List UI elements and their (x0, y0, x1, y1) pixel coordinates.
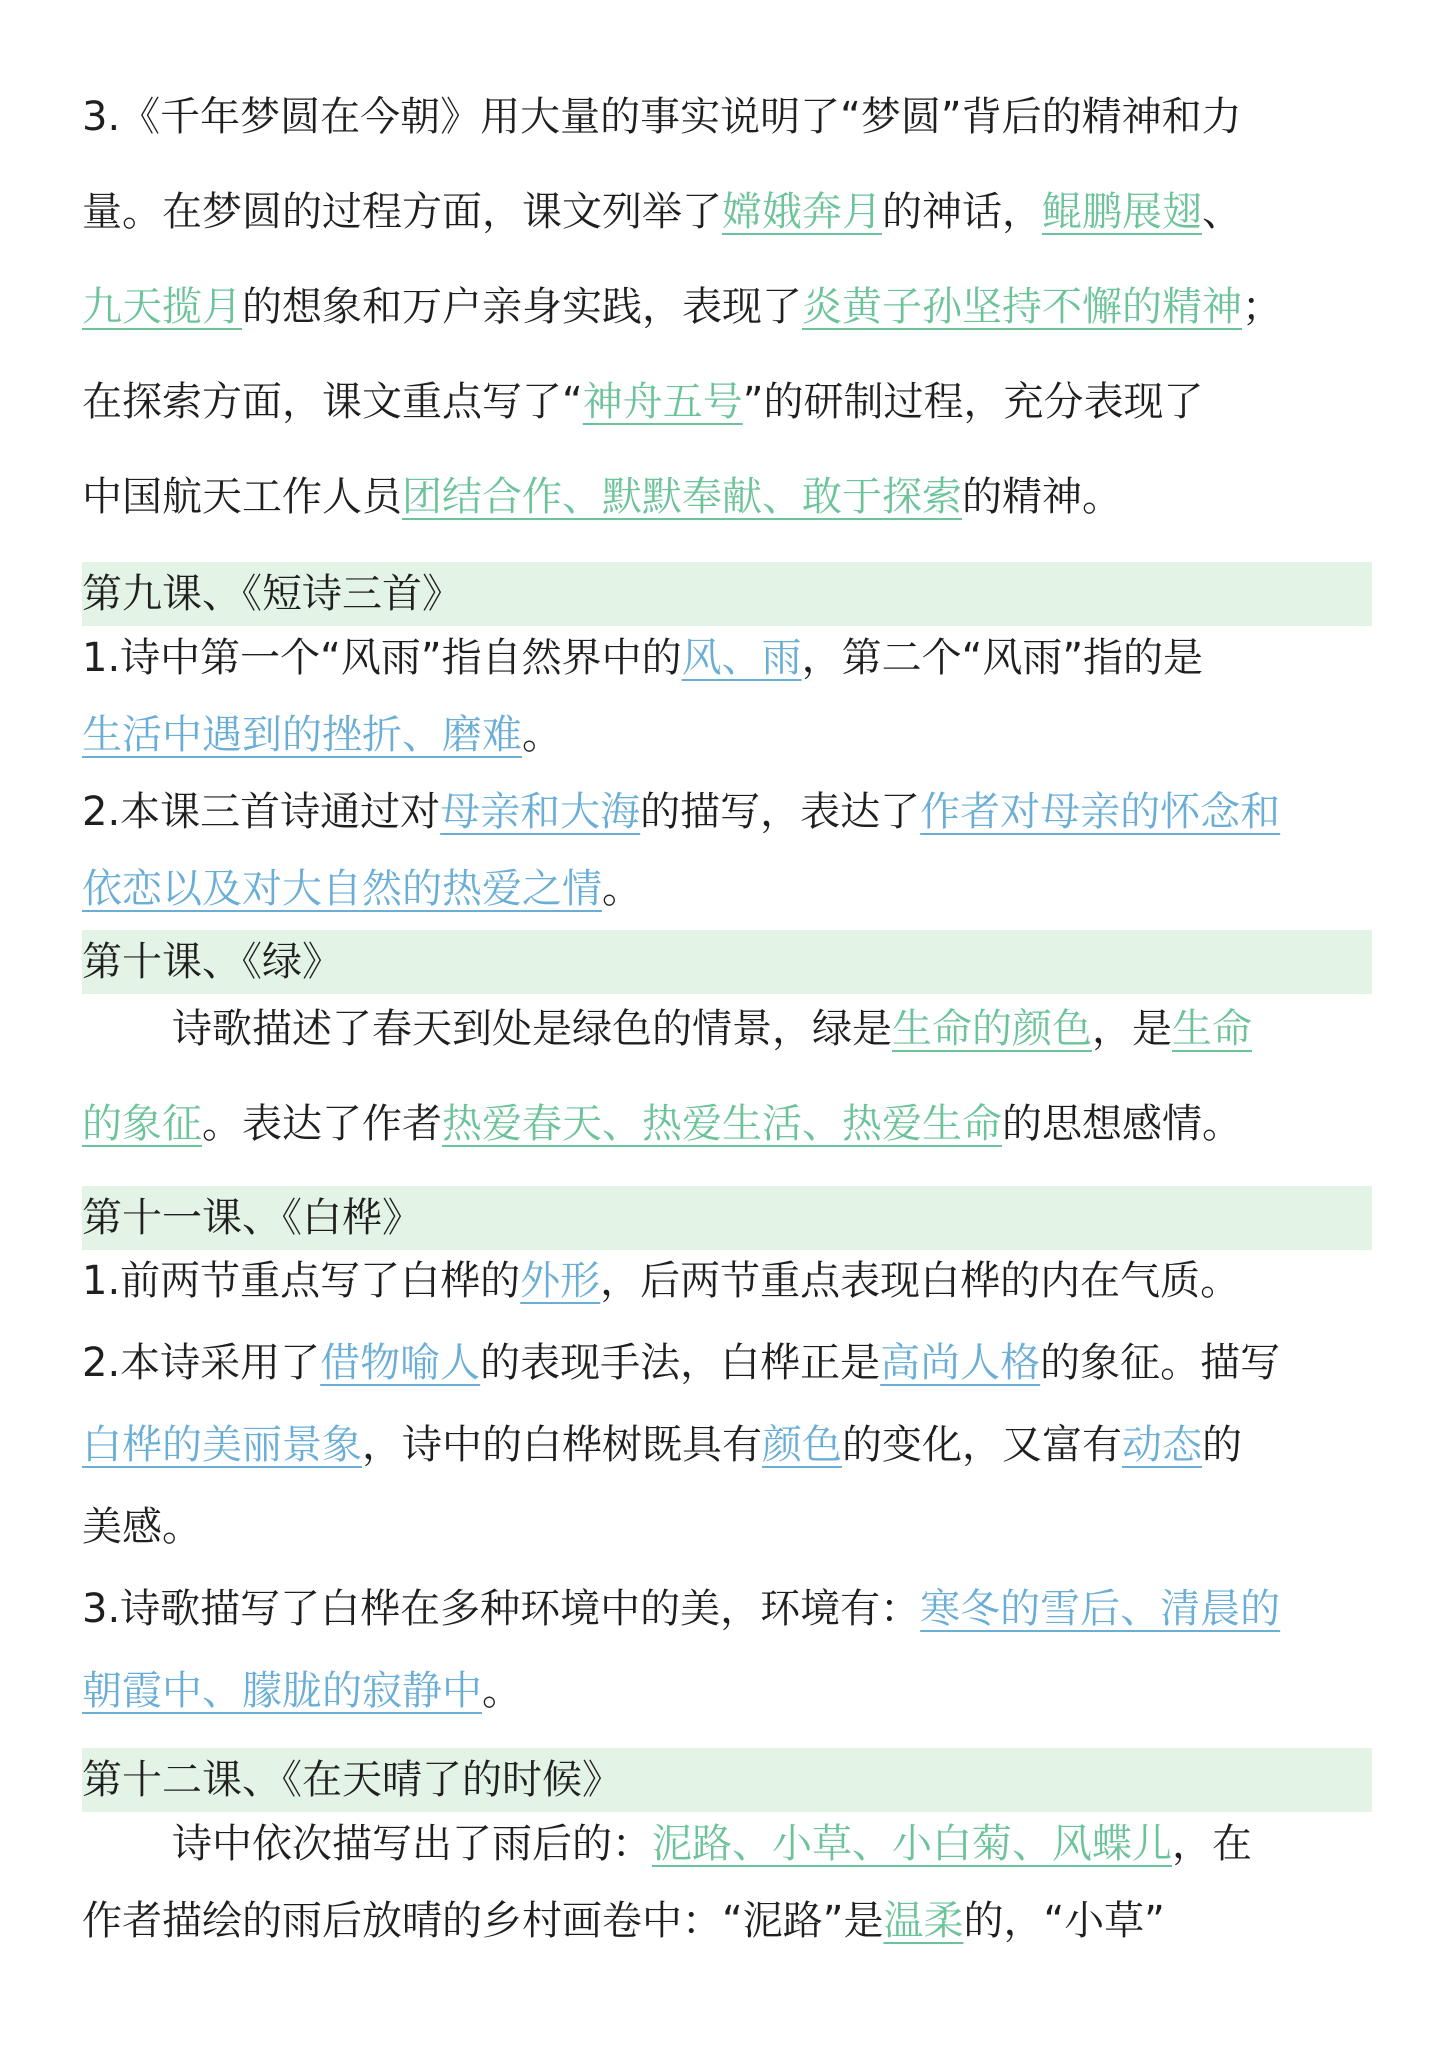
text: ，后两节重点表现白桦的内在气质。 (600, 1258, 1241, 1304)
answer-text: 白桦的美丽景象 (82, 1422, 362, 1468)
lesson-11-line-4 (82, 1486, 1372, 1568)
answer-text: 借物喻人 (320, 1340, 481, 1386)
lesson-11-line-6 (82, 1650, 1372, 1732)
answer-text: 生命的颜色 (892, 1006, 1092, 1052)
lesson-10-heading: 第十课、《绿》 (82, 930, 1372, 994)
lesson-9-body (82, 620, 1372, 928)
text: ； (1242, 284, 1282, 330)
answer-text: 九天揽月 (82, 284, 242, 330)
text: 。 (482, 1668, 522, 1714)
lesson-12-line-2 (82, 1883, 1372, 1960)
answer-text: 嫦娥奔月 (722, 189, 882, 235)
text: 作者描绘的雨后放晴的乡村画卷中：“泥路”是 (82, 1898, 884, 1944)
text: 的神话， (882, 189, 1042, 235)
lesson-9-line-3 (82, 774, 1372, 851)
text: 的描写，表达了 (640, 789, 921, 835)
answer-text: 泥路、小草、小白菊、风蝶儿 (652, 1821, 1172, 1867)
answer-text: 神舟五号 (582, 379, 743, 425)
text: 、 (1202, 189, 1242, 235)
text: ”的研制过程，充分表现了 (742, 379, 1204, 425)
answer-text: 作者对母亲的怀念和 (920, 789, 1281, 835)
text: 1.诗中第一个“风雨”指自然界中的 (82, 635, 682, 681)
text: 诗歌描述了春天到处是绿色的情景，绿是 (172, 1006, 892, 1052)
answer-text: 依恋以及对大自然的热爱之情 (82, 866, 602, 912)
lesson-12-heading: 第十二课、《在天晴了的时候》 (82, 1748, 1372, 1812)
answer-text: 温柔 (883, 1898, 964, 1944)
answer-text: 寒冬的雪后、清晨的 (920, 1586, 1281, 1632)
lesson-11-line-3 (82, 1404, 1372, 1486)
answer-text: 鲲鹏展翅 (1042, 189, 1202, 235)
text: 在探索方面，课文重点写了“ (82, 379, 583, 425)
lesson-11-line-1 (82, 1240, 1372, 1322)
text: 。表达了作者 (202, 1101, 442, 1147)
text: 美感。 (82, 1504, 202, 1550)
text: 的象征。描写 (1040, 1340, 1281, 1386)
answer-text: 的象征 (82, 1101, 202, 1147)
intro-paragraph (82, 70, 1372, 545)
text: 2.本诗采用了 (82, 1340, 321, 1386)
lesson-9-line-1 (82, 620, 1372, 697)
intro-line-1 (82, 70, 1372, 165)
text: 的变化，又富有 (842, 1422, 1122, 1468)
answer-text: 动态 (1122, 1422, 1202, 1468)
text: 3.《千年梦圆在今朝》用大量的事实说明了“梦圆”背后的精神和力 (82, 94, 1242, 140)
lesson-11-line-2 (82, 1322, 1372, 1404)
lesson-9-heading: 第九课、《短诗三首》 (82, 562, 1372, 626)
lesson-9-line-4 (82, 851, 1372, 928)
intro-line-5 (82, 450, 1372, 545)
answer-text: 外形 (520, 1258, 601, 1304)
intro-line-3 (82, 260, 1372, 355)
text: ，是 (1092, 1006, 1172, 1052)
text: 2.本课三首诗通过对 (82, 789, 441, 835)
text: 量。在梦圆的过程方面，课文列举了 (82, 189, 722, 235)
text: 的精神。 (962, 474, 1122, 520)
text: ，在 (1172, 1821, 1252, 1867)
text: 的思想感情。 (1002, 1101, 1242, 1147)
text: 1.前两节重点写了白桦的 (82, 1258, 521, 1304)
lesson-9-line-2 (82, 697, 1372, 774)
answer-text: 朝霞中、朦胧的寂静中 (82, 1668, 482, 1714)
answer-text: 热爱春天、热爱生活、热爱生命 (442, 1101, 1002, 1147)
lesson-11-heading: 第十一课、《白桦》 (82, 1186, 1372, 1250)
lesson-10-body (82, 982, 1372, 1172)
answer-text: 颜色 (762, 1422, 842, 1468)
answer-text: 风、雨 (681, 635, 802, 681)
lesson-10-line-1 (82, 982, 1372, 1077)
lesson-11-line-5 (82, 1568, 1372, 1650)
answer-text: 团结合作、默默奉献、敢于探索 (402, 474, 962, 520)
text: 的想象和万户亲身实践，表现了 (242, 284, 802, 330)
text: ，第二个“风雨”指的是 (801, 635, 1204, 681)
text: 中国航天工作人员 (82, 474, 402, 520)
lesson-12-body (82, 1806, 1372, 1960)
text: 。 (602, 866, 642, 912)
lesson-12-line-1 (82, 1806, 1372, 1883)
text: 的 (1202, 1422, 1242, 1468)
answer-text: 生活中遇到的挫折、磨难 (82, 712, 522, 758)
text: 3.诗歌描写了白桦在多种环境中的美，环境有： (82, 1586, 921, 1632)
text: 。 (522, 712, 562, 758)
text: ，诗中的白桦树既具有 (362, 1422, 762, 1468)
text: 诗中依次描写出了雨后的： (172, 1821, 652, 1867)
answer-text: 高尚人格 (880, 1340, 1041, 1386)
intro-line-4 (82, 355, 1372, 450)
lesson-10-line-2 (82, 1077, 1372, 1172)
text: 的，“小草” (963, 1898, 1165, 1944)
text: 的表现手法，白桦正是 (480, 1340, 881, 1386)
lesson-11-body (82, 1240, 1372, 1732)
answer-text: 母亲和大海 (440, 789, 641, 835)
answer-text: 炎黄子孙坚持不懈的精神 (802, 284, 1242, 330)
intro-line-2 (82, 165, 1372, 260)
answer-text: 生命 (1172, 1006, 1252, 1052)
